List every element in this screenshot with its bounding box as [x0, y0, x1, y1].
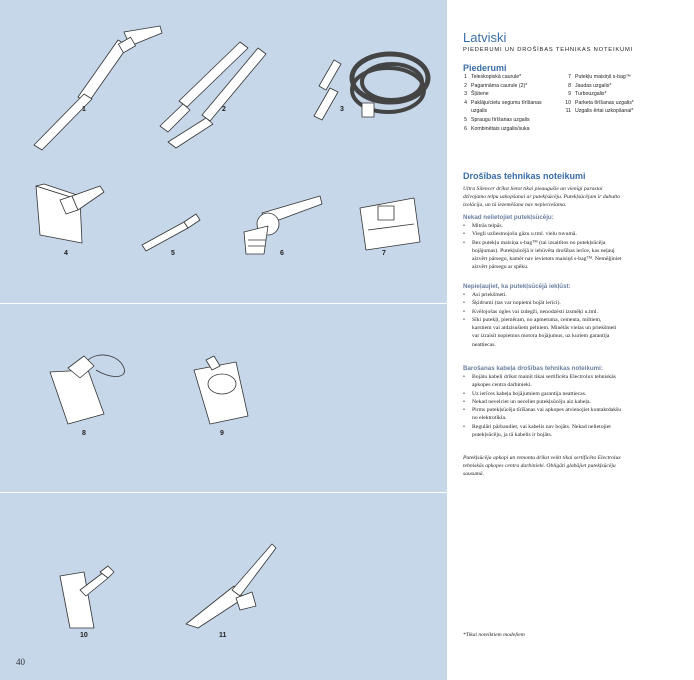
safety-intro — [463, 185, 682, 209]
language-title: Latviski — [463, 30, 507, 45]
text-line: sausumā. — [463, 471, 484, 477]
accessory-item — [561, 90, 634, 99]
accessory-label: Paklāju/cietu segumu tīrīšanas — [471, 99, 542, 106]
carpet-nozzle-illustration — [36, 184, 104, 243]
accessory-item — [457, 73, 542, 82]
accessory-label: Uzgalis ērtai uzkopšanai* — [575, 108, 634, 115]
safety-heading: Drošības tehnikas noteikumi — [463, 171, 586, 181]
accessory-label: Parketa tīrīšanas uzgalis* — [575, 99, 634, 106]
accessory-label: Pagarināma caurule (2)* — [471, 82, 528, 89]
text-line: Putekļsūcēja apkopi un remontu drīkst veikt tikai sertificēta Electrolux — [463, 455, 621, 461]
figure-number: 2 — [222, 106, 226, 113]
accessory-item — [457, 99, 542, 108]
bullet-line: • Pirms putekļsūcēja tīrīšanas vai apkopes atvienojiet kontaktdakšu — [472, 407, 622, 414]
figure-number: 9 — [220, 430, 224, 437]
bullet-item — [463, 373, 682, 390]
safety-outro — [463, 454, 682, 478]
page-number: 40 — [16, 657, 25, 667]
figure-number: 1 — [82, 106, 86, 113]
bullet-item — [463, 390, 682, 398]
accessory-label: Šļūtene — [471, 91, 489, 98]
bullet-line: no elektrotīkla. — [472, 415, 507, 422]
never-vacuum-heading: Nepieļaujiet, ka putekļsūcējā iekļūst: — [463, 283, 571, 290]
bullet-item — [463, 423, 682, 440]
combination-nozzle-illustration — [244, 196, 322, 254]
bullet-line: • Uz ierīces kabeļa bojājumiem garantija neattiecas. — [472, 390, 587, 397]
bullet-line: • Sīki putekļi, piemēram, no apmetuma, cementa, miltiem, — [472, 316, 602, 323]
section-subtitle: PIEDERUMI UN DROŠĪBAS TEHNIKAS NOTEIKUMI — [463, 47, 634, 53]
bullet-item — [463, 222, 682, 230]
accessory-label: Jaudas uzgalis* — [575, 82, 612, 89]
bullet-item — [463, 230, 682, 238]
parquet-nozzle-illustration — [60, 566, 114, 628]
bullet-item — [463, 308, 682, 316]
figure-number: 7 — [382, 250, 386, 257]
accessory-number: 4 — [464, 99, 467, 106]
accessory-label: Teleskopiskā caurule* — [471, 74, 522, 80]
footnote: *Tikai noteiktiem modeļiem — [463, 632, 525, 638]
turbo-nozzle-illustration — [194, 356, 248, 424]
text-line: dzīvojamo telpu uzkopšanai ar putekļsūcēju. Putekļsūcējam ir dubulta — [463, 194, 620, 200]
bullet-line: aizvērt pārsegu ar spēku. — [472, 264, 529, 271]
bullet-line: karstiem vai atdzisušiem pelniem. Minētās vielas un priekšmeti — [472, 325, 617, 332]
accessory-number: 1 — [464, 74, 467, 80]
text-column — [447, 0, 694, 680]
accessory-label: Kombinētais uzgalis/suka — [471, 125, 530, 132]
accessory-number: 2 — [464, 82, 467, 89]
extension-tubes-illustration — [160, 42, 266, 148]
easy-cleaning-nozzle-illustration — [186, 544, 276, 628]
bullet-item — [463, 406, 682, 423]
figure-number: 4 — [64, 250, 68, 257]
bullet-line: putekļsūcēju, ja tā kabelis ir bojāts. — [472, 432, 553, 439]
bullet-line: bojājumas). Putekļsūcējā ir iebūvēta drošības ierīce, kas neļauj — [472, 247, 615, 254]
bullet-line: • Šķidrumi (tas var nopietni bojāt ierīci). — [472, 300, 561, 307]
never-vacuum-list — [463, 291, 682, 349]
figure-number: 6 — [280, 250, 284, 257]
bullet-line: • Asi priekšmeti. — [472, 292, 507, 298]
accessory-item — [561, 73, 634, 82]
accessory-number: 5 — [464, 116, 467, 123]
bullet-line: neattiecas. — [472, 341, 496, 348]
crevice-tool-illustration — [142, 214, 200, 251]
accessory-label: Turbouzgalis* — [575, 91, 607, 98]
bullet-item — [463, 398, 682, 406]
accessories-list-left — [457, 73, 542, 133]
accessory-number: 8 — [568, 82, 571, 89]
bullet-line: • Nekad nevelciet un neceliet putekļsūcēju aiz kabeļa. — [472, 398, 591, 405]
bullet-line: • Kvēlojošas ogles vai izdegži, nenodzēsti izsmēķi u.tml. — [472, 308, 598, 315]
accessory-item — [457, 90, 542, 99]
never-use-heading: Nekad nelietojiet putekļsūcēju: — [463, 214, 554, 221]
accessory-item — [457, 82, 542, 91]
accessory-item — [457, 125, 542, 134]
figure-number: 5 — [171, 250, 175, 257]
accessory-label: Putekļu maisiņš s-bag™ — [575, 74, 631, 80]
bullet-line: • Viegli uzliesmojošu gāzu u.tml. vielu tuvumā. — [472, 231, 577, 238]
telescopic-tube-illustration — [34, 26, 162, 150]
accessory-label: Spraugu tīrīšanas uzgalis — [471, 116, 530, 123]
figure-number: 8 — [82, 430, 86, 437]
text-line: izolācija, un tā iezemēšana nav nepieciešama. — [463, 202, 567, 208]
figure-number: 3 — [340, 106, 344, 113]
bullet-line: apkopes centra darbinieki. — [472, 382, 532, 389]
accessory-number: 9 — [568, 91, 571, 98]
never-use-list — [463, 222, 682, 272]
accessories-list-right — [561, 73, 634, 116]
accessory-number: 3 — [464, 91, 467, 98]
power-nozzle-illustration — [50, 355, 125, 424]
bullet-item — [463, 299, 682, 307]
figure-number: 10 — [80, 632, 88, 639]
accessory-item — [561, 107, 634, 116]
s-bag-illustration — [360, 198, 420, 250]
bullet-item — [463, 291, 682, 299]
hose-illustration — [314, 54, 428, 120]
accessory-item — [561, 99, 634, 108]
text-line: tehniskās apkopes centra darbinieki. Obligāti glabājiet putekļsūcēju — [463, 463, 616, 469]
accessory-item — [457, 116, 542, 125]
bullet-line: • Bez putekļu maisiņa s-bag™ (tai izsaitītos no putekļsūcēja — [472, 239, 606, 246]
cable-heading: Barošanas kabeļa drošības tehnikas noteikumi: — [463, 365, 603, 372]
accessory-number: 10 — [565, 99, 571, 106]
accessories-heading: Piederumi — [463, 63, 507, 73]
bullet-item — [463, 316, 682, 349]
text-line: Ultra Silencer drīkst lietot tikai pieaugušie un vienīgi parastai — [463, 186, 603, 192]
bullet-line: var izraisīt nopietnus motora bojājumus, uz kuriem garantija — [472, 333, 610, 340]
bullet-line: • Bojātu kabeli drīkst mainīt tikai sertificēta Electrolux tehniskās — [472, 374, 616, 380]
cable-list — [463, 373, 682, 439]
bullet-line: aizvērt pārsegu, kamēr nav ievietots maisiņš s-bag™. Nemēģiniet — [472, 256, 622, 263]
accessory-number: 11 — [565, 108, 571, 115]
accessory-label: uzgalis — [471, 108, 488, 115]
accessory-item — [457, 107, 542, 116]
accessory-number: 6 — [464, 125, 467, 132]
accessory-item — [561, 82, 634, 91]
bullet-line: • Mitrās telpās. — [472, 223, 503, 229]
figure-number: 11 — [219, 632, 227, 639]
bullet-line: • Regulāri pārbaudiet, vai kabelis nav bojāts. Nekad nelietojiet — [472, 423, 611, 430]
bullet-item — [463, 239, 682, 272]
accessory-number: 7 — [568, 74, 571, 80]
